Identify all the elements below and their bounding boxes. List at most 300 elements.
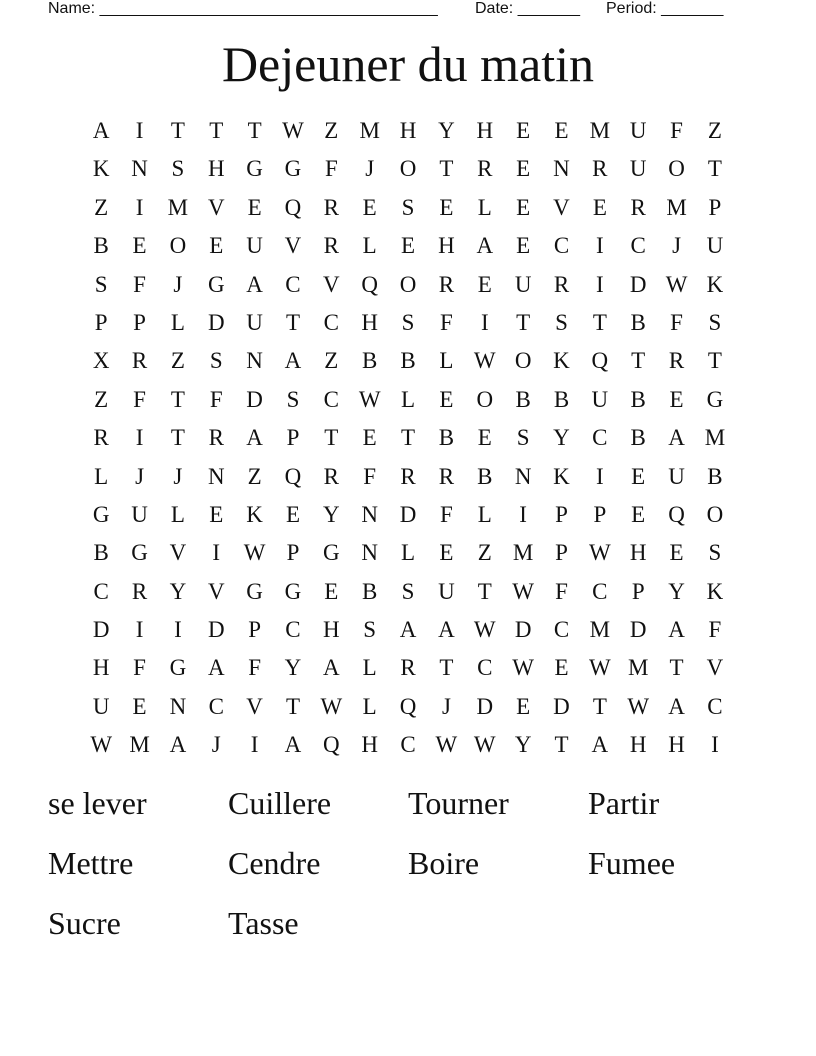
grid-row xyxy=(82,534,734,572)
grid-letter: H xyxy=(629,732,647,758)
grid-letter: A xyxy=(323,655,340,681)
grid-letter: Q xyxy=(399,693,417,719)
grid-letter: Z xyxy=(170,348,185,374)
grid-letter: T xyxy=(707,156,722,182)
grid-letter: I xyxy=(135,425,144,451)
grid-letter: L xyxy=(477,501,492,527)
grid-letter: H xyxy=(207,156,225,182)
grid-letter: O xyxy=(399,271,417,297)
grid-letter: W xyxy=(282,118,304,143)
student-info-header xyxy=(48,0,748,20)
grid-letter: W xyxy=(435,732,458,758)
grid-letter: M xyxy=(167,194,189,220)
grid-letter: K xyxy=(246,501,263,527)
grid-letter: S xyxy=(401,578,415,604)
grid-letter: U xyxy=(629,118,647,143)
grid-letter: S xyxy=(401,194,415,220)
grid-letter: M xyxy=(589,118,611,143)
grid-letter: E xyxy=(209,233,224,259)
grid-letter: G xyxy=(169,655,187,681)
grid-letter: C xyxy=(592,578,608,604)
grid-letter: A xyxy=(591,732,609,758)
grid-letter: Q xyxy=(323,732,340,758)
grid-letter: O xyxy=(668,156,685,182)
grid-letter: R xyxy=(400,463,416,489)
grid-letter: E xyxy=(669,386,684,412)
grid-letter: B xyxy=(400,348,416,374)
grid-letter: P xyxy=(593,501,607,527)
grid-letter: L xyxy=(94,463,109,489)
grid-letter: V xyxy=(207,194,225,220)
word-list-item: Tourner xyxy=(408,785,509,821)
grid-letter: S xyxy=(209,348,223,374)
word-list-item: se lever xyxy=(48,785,147,821)
grid-letter: L xyxy=(170,501,185,527)
grid-letter: G xyxy=(284,578,302,604)
grid-letter: U xyxy=(438,578,455,604)
grid-letter: K xyxy=(706,578,724,604)
grid-letter: J xyxy=(211,732,221,758)
grid-letter: V xyxy=(169,540,187,566)
grid-letter: B xyxy=(362,348,378,374)
grid-letter: P xyxy=(555,501,568,527)
grid-letter: B xyxy=(630,425,646,451)
word-list-item: Cendre xyxy=(228,845,321,881)
grid-letter: L xyxy=(170,309,185,335)
grid-letter: V xyxy=(284,233,302,259)
grid-row xyxy=(82,381,734,419)
grid-letter: H xyxy=(361,309,378,335)
grid-letter: M xyxy=(589,617,611,643)
grid-letter: E xyxy=(669,540,684,566)
grid-letter: E xyxy=(516,156,531,182)
grid-letter: J xyxy=(173,463,183,489)
grid-letter: T xyxy=(592,693,607,719)
grid-letter: Y xyxy=(514,732,532,758)
grid-letter: C xyxy=(285,617,301,643)
grid-letter: C xyxy=(477,655,493,681)
grid-letter: T xyxy=(631,348,646,374)
grid-letter: F xyxy=(670,309,683,335)
grid-letter: A xyxy=(399,617,417,643)
grid-letter: F xyxy=(209,386,223,412)
grid-letter: E xyxy=(362,194,377,220)
grid-letter: D xyxy=(92,617,110,643)
grid-letter: Q xyxy=(284,194,302,220)
grid-letter: E xyxy=(132,233,147,259)
grid-letter: H xyxy=(668,732,685,758)
grid-letter: U xyxy=(92,693,110,719)
grid-letter: I xyxy=(596,463,604,489)
grid-letter: E xyxy=(477,271,492,297)
grid-letter: A xyxy=(668,617,685,643)
grid-letter: S xyxy=(708,540,722,566)
grid-letter: E xyxy=(516,118,531,143)
grid-letter: I xyxy=(135,118,144,143)
grid-letter: M xyxy=(129,732,150,758)
grid-letter: M xyxy=(666,194,687,220)
grid-letter: H xyxy=(361,732,378,758)
grid-letter: F xyxy=(363,463,377,489)
grid-letter: S xyxy=(401,309,415,335)
grid-letter: N xyxy=(553,156,570,182)
grid-letter: D xyxy=(629,617,647,643)
grid-row xyxy=(82,189,734,227)
grid-letter: K xyxy=(706,271,724,297)
grid-letter: Y xyxy=(284,655,302,681)
grid-letter: E xyxy=(362,425,377,451)
grid-letter: U xyxy=(246,233,263,259)
grid-letter: S xyxy=(286,386,300,412)
grid-letter: S xyxy=(516,425,530,451)
grid-letter: V xyxy=(553,194,570,220)
grid-letter: Q xyxy=(591,348,609,374)
grid-letter: U xyxy=(668,463,685,489)
grid-letter: D xyxy=(246,386,263,412)
grid-letter: E xyxy=(592,194,607,220)
grid-letter: C xyxy=(208,693,224,719)
grid-letter: G xyxy=(323,540,340,566)
grid-letter: W xyxy=(473,732,496,758)
grid-letter: I xyxy=(250,732,259,758)
grid-letter: L xyxy=(401,540,416,566)
grid-letter: A xyxy=(169,732,187,758)
grid-letter: O xyxy=(476,386,494,412)
grid-letter: T xyxy=(707,348,722,374)
grid-letter: U xyxy=(131,501,148,527)
grid-letter: I xyxy=(135,194,144,220)
grid-letter: E xyxy=(439,386,454,412)
grid-letter: N xyxy=(361,540,378,566)
grid-letter: W xyxy=(473,348,496,374)
grid-letter: E xyxy=(631,463,646,489)
grid-letter: J xyxy=(441,693,451,719)
grid-letter: R xyxy=(323,463,339,489)
grid-letter: Y xyxy=(169,578,187,604)
grid-letter: G xyxy=(706,386,724,412)
grid-letter: L xyxy=(362,233,377,259)
grid-letter: F xyxy=(248,655,262,681)
grid-letter: F xyxy=(708,617,722,643)
grid-letter: P xyxy=(286,540,300,566)
grid-letter: S xyxy=(363,617,377,643)
grid-letter: G xyxy=(284,156,302,182)
grid-letter: C xyxy=(630,233,646,259)
grid-letter: M xyxy=(512,540,534,566)
grid-letter: T xyxy=(170,118,185,143)
grid-letter: R xyxy=(323,194,339,220)
grid-letter: N xyxy=(169,693,187,719)
grid-letter: C xyxy=(285,271,301,297)
grid-letter: A xyxy=(668,425,685,451)
grid-row xyxy=(82,688,734,726)
grid-letter: V xyxy=(246,693,263,719)
grid-letter: A xyxy=(284,732,302,758)
grid-letter: T xyxy=(170,386,185,412)
grid-letter: T xyxy=(170,425,185,451)
grid-letter: E xyxy=(324,578,339,604)
name-field-label: Name: ______________________________________ xyxy=(48,0,438,17)
grid-letter: K xyxy=(553,463,570,489)
grid-letter: P xyxy=(94,309,108,335)
grid-letter: B xyxy=(477,463,493,489)
grid-letter: X xyxy=(92,348,110,374)
grid-letter: T xyxy=(554,732,569,758)
grid-letter: T xyxy=(439,655,454,681)
grid-letter: F xyxy=(133,386,146,412)
grid-letter: R xyxy=(131,578,148,604)
grid-letter: U xyxy=(629,156,647,182)
grid-letter: T xyxy=(477,578,492,604)
grid-letter: I xyxy=(596,271,604,297)
grid-letter: T xyxy=(285,693,300,719)
date-field-label: Date: _______ xyxy=(475,0,580,17)
grid-letter: Y xyxy=(323,501,340,527)
grid-letter: I xyxy=(711,732,719,758)
grid-letter: E xyxy=(554,118,569,143)
grid-letter: W xyxy=(665,271,688,297)
grid-letter: T xyxy=(209,118,224,143)
grid-letter: O xyxy=(514,348,532,374)
grid-letter: A xyxy=(246,271,263,297)
grid-row xyxy=(82,726,734,764)
grid-letter: Y xyxy=(553,425,570,451)
grid-letter: A xyxy=(207,655,225,681)
grid-letter: V xyxy=(323,271,340,297)
grid-letter: Z xyxy=(94,194,109,220)
grid-letter: M xyxy=(627,655,649,681)
grid-letter: T xyxy=(516,309,531,335)
grid-letter: D xyxy=(207,309,225,335)
grid-letter: S xyxy=(708,309,722,335)
grid-letter: U xyxy=(514,271,532,297)
grid-letter: Q xyxy=(361,271,378,297)
grid-letter: E xyxy=(209,501,224,527)
grid-letter: G xyxy=(246,156,263,182)
grid-letter: F xyxy=(133,271,146,297)
grid-letter: B xyxy=(362,578,378,604)
grid-letter: Z xyxy=(324,118,339,143)
grid-row xyxy=(82,611,734,649)
grid-letter: E xyxy=(516,233,531,259)
grid-letter: P xyxy=(555,540,568,566)
grid-row xyxy=(82,573,734,611)
grid-letter: I xyxy=(480,309,489,335)
grid-letter: E xyxy=(439,194,454,220)
grid-letter: R xyxy=(131,348,148,374)
grid-letter: S xyxy=(94,271,108,297)
grid-letter: D xyxy=(514,617,532,643)
grid-letter: Z xyxy=(324,348,339,374)
grid-letter: S xyxy=(555,309,568,335)
grid-letter: H xyxy=(92,655,110,681)
grid-letter: F xyxy=(440,309,453,335)
grid-letter: L xyxy=(401,386,416,412)
grid-letter: T xyxy=(669,655,684,681)
grid-row xyxy=(82,304,734,342)
grid-letter: U xyxy=(706,233,724,259)
grid-row xyxy=(82,419,734,457)
grid-letter: W xyxy=(473,617,496,643)
word-list-item: Partir xyxy=(588,785,660,821)
grid-letter: D xyxy=(476,693,494,719)
grid-letter: P xyxy=(248,617,262,643)
grid-letter: Q xyxy=(284,463,302,489)
grid-letter: D xyxy=(629,271,647,297)
grid-letter: W xyxy=(90,732,113,758)
grid-letter: Y xyxy=(438,118,455,143)
grid-letter: E xyxy=(554,655,569,681)
grid-letter: W xyxy=(358,386,381,412)
grid-letter: H xyxy=(323,617,340,643)
grid-letter: R xyxy=(438,271,455,297)
grid-letter: J xyxy=(135,463,145,489)
grid-row xyxy=(82,227,734,265)
grid-letter: W xyxy=(588,540,611,566)
grid-letter: M xyxy=(359,118,380,143)
grid-letter: A xyxy=(438,617,455,643)
grid-letter: C xyxy=(553,233,570,259)
grid-letter: T xyxy=(247,118,262,143)
grid-letter: P xyxy=(286,425,300,451)
grid-letter: B xyxy=(93,540,109,566)
grid-letter: D xyxy=(553,693,570,719)
grid-letter: N xyxy=(361,501,378,527)
grid-letter: J xyxy=(672,233,682,259)
grid-letter: E xyxy=(285,501,300,527)
grid-letter: B xyxy=(438,425,455,451)
grid-letter: Z xyxy=(707,118,722,143)
grid-letter: F xyxy=(440,501,453,527)
grid-letter: J xyxy=(365,156,375,182)
grid-letter: H xyxy=(399,118,417,143)
grid-letter: T xyxy=(285,309,300,335)
grid-letter: N xyxy=(131,156,148,182)
grid-letter: L xyxy=(439,348,454,374)
grid-letter: F xyxy=(555,578,568,604)
grid-letter: O xyxy=(169,233,187,259)
grid-letter: W xyxy=(588,655,611,681)
word-list xyxy=(48,780,778,960)
grid-letter: A xyxy=(284,348,302,374)
grid-letter: C xyxy=(400,732,416,758)
grid-letter: S xyxy=(171,156,185,182)
grid-letter: F xyxy=(324,156,338,182)
grid-letter: I xyxy=(135,617,144,643)
grid-letter: R xyxy=(668,348,685,374)
grid-letter: V xyxy=(207,578,225,604)
grid-letter: O xyxy=(706,501,724,527)
grid-letter: P xyxy=(133,309,146,335)
grid-letter: T xyxy=(592,309,607,335)
grid-letter: P xyxy=(631,578,645,604)
grid-letter: G xyxy=(207,271,225,297)
grid-letter: I xyxy=(212,540,221,566)
grid-letter: Y xyxy=(668,578,685,604)
grid-letter: R xyxy=(438,463,455,489)
grid-letter: R xyxy=(630,194,646,220)
grid-letter: E xyxy=(132,693,147,719)
grid-letter: W xyxy=(512,655,534,681)
grid-letter: F xyxy=(133,655,146,681)
grid-letter: R xyxy=(592,156,608,182)
grid-letter: E xyxy=(477,425,492,451)
word-list-item: Cuillere xyxy=(228,785,332,821)
grid-row xyxy=(82,496,734,534)
grid-row xyxy=(82,342,734,380)
grid-letter: O xyxy=(399,156,417,182)
grid-letter: T xyxy=(439,156,454,182)
grid-letter: W xyxy=(512,578,534,604)
grid-letter: W xyxy=(320,693,343,719)
grid-letter: B xyxy=(515,386,531,412)
grid-letter: Z xyxy=(247,463,262,489)
grid-row xyxy=(82,150,734,188)
grid-letter: E xyxy=(401,233,416,259)
grid-letter: K xyxy=(553,348,570,374)
grid-letter: U xyxy=(591,386,609,412)
grid-letter: E xyxy=(516,194,531,220)
grid-letter: I xyxy=(596,233,604,259)
grid-letter: M xyxy=(704,425,726,451)
grid-letter: R xyxy=(323,233,339,259)
grid-letter: I xyxy=(174,617,182,643)
grid-row xyxy=(82,112,734,150)
grid-letter: Z xyxy=(477,540,492,566)
grid-letter: B xyxy=(630,309,646,335)
grid-letter: R xyxy=(93,425,109,451)
grid-letter: E xyxy=(631,501,646,527)
grid-letter: T xyxy=(401,425,416,451)
grid-letter: L xyxy=(477,194,492,220)
grid-letter: Z xyxy=(94,386,109,412)
word-list-item: Mettre xyxy=(48,845,134,881)
grid-letter: U xyxy=(246,309,263,335)
word-list-item: Tasse xyxy=(228,905,299,941)
grid-letter: F xyxy=(670,118,683,143)
grid-row xyxy=(82,266,734,304)
grid-letter: B xyxy=(553,386,570,412)
period-field-label: Period: _______ xyxy=(606,0,724,17)
grid-row xyxy=(82,649,734,687)
grid-letter: R xyxy=(208,425,224,451)
grid-letter: G xyxy=(131,540,148,566)
grid-letter: B xyxy=(707,463,723,489)
grid-letter: L xyxy=(362,655,377,681)
grid-letter: G xyxy=(92,501,110,527)
grid-letter: W xyxy=(627,693,650,719)
grid-letter: B xyxy=(630,386,646,412)
grid-letter: R xyxy=(400,655,416,681)
grid-letter: K xyxy=(92,156,110,182)
grid-letter: N xyxy=(207,463,225,489)
grid-letter: C xyxy=(323,309,339,335)
grid-letter: Q xyxy=(668,501,685,527)
grid-letter: T xyxy=(324,425,339,451)
grid-letter: H xyxy=(476,118,494,143)
grid-letter: C xyxy=(592,425,608,451)
grid-letter: N xyxy=(246,348,263,374)
word-list-item: Sucre xyxy=(48,905,121,941)
grid-letter: E xyxy=(516,693,531,719)
grid-letter: A xyxy=(246,425,263,451)
grid-letter: L xyxy=(362,693,377,719)
grid-letter: W xyxy=(243,540,266,566)
grid-letter: H xyxy=(629,540,647,566)
grid-letter: V xyxy=(706,655,724,681)
word-search-grid xyxy=(82,112,734,764)
grid-letter: R xyxy=(553,271,570,297)
